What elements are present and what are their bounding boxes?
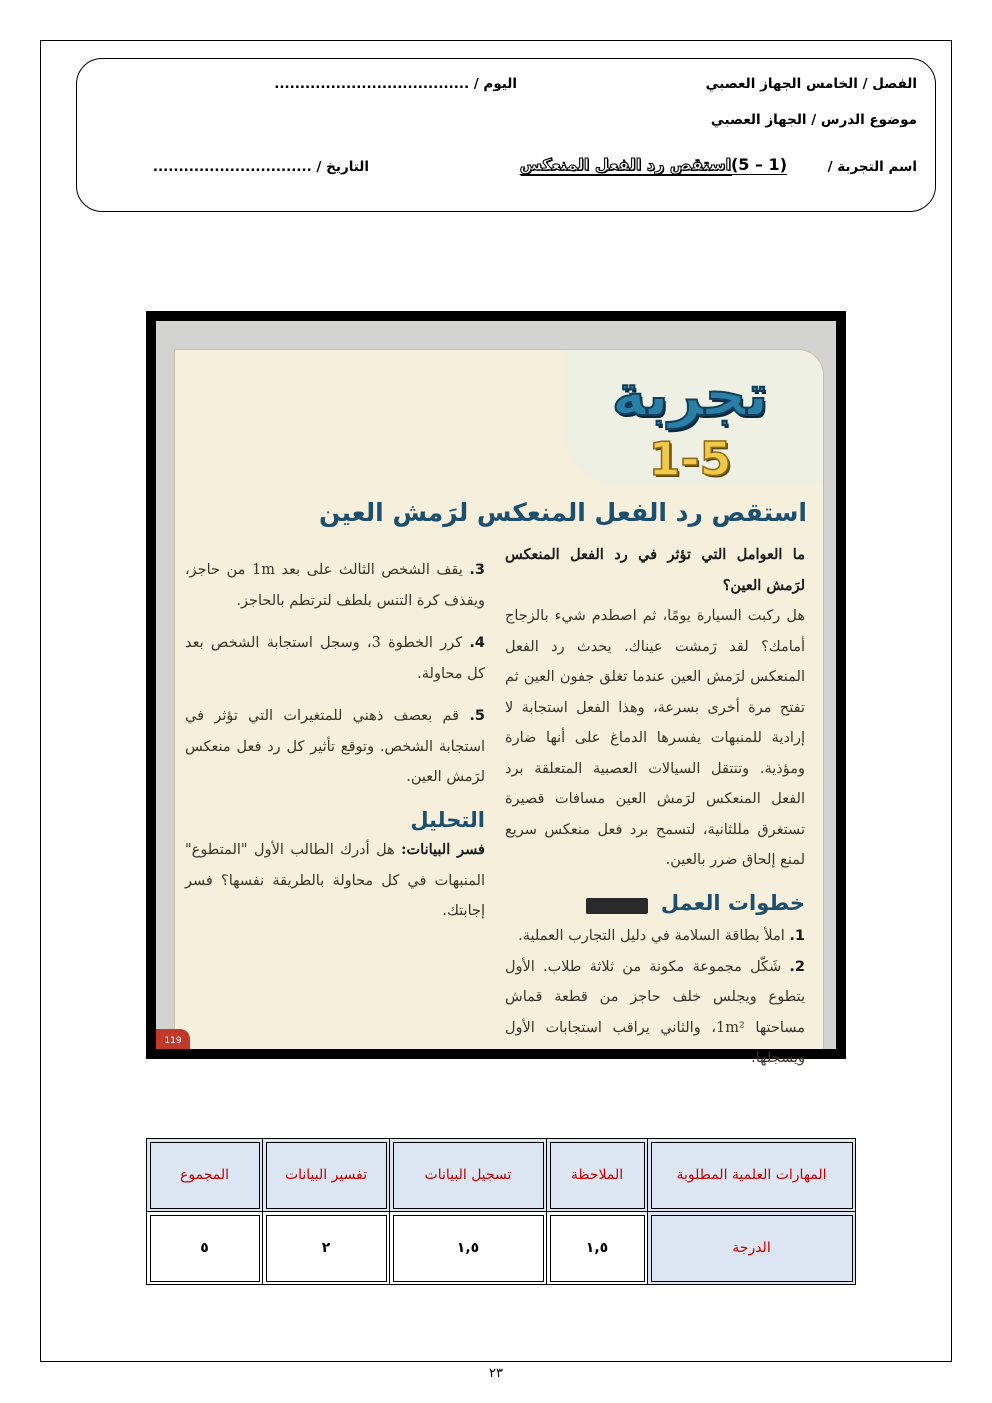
analysis-paragraph — [185, 835, 485, 927]
step-3 — [185, 555, 485, 616]
step-1-text: املأ بطاقة السلامة في دليل التجارب العملية. — [518, 928, 785, 944]
header-interpreting-data: تفسير البيانات — [263, 1139, 390, 1212]
analysis-text: هل أدرك الطالب الأول "المتطوع" المنبهات في كل محاولة بالطريقة نفسها؟ فسر إجابتك. — [185, 842, 485, 919]
day-line — [274, 76, 517, 92]
procedure-heading-line — [505, 888, 805, 922]
chapter-line — [706, 76, 917, 92]
experiment-badge — [585, 358, 795, 486]
header-observation: الملاحظة — [547, 1139, 648, 1212]
grading-table — [146, 1138, 856, 1285]
analysis-heading: التحليل — [410, 807, 485, 832]
step-4 — [185, 628, 485, 689]
header-total: المجموع — [147, 1139, 263, 1212]
textbook-page — [156, 321, 836, 1066]
experiment-heading: استقص رد الفعل المنعكس لرَمش العين — [318, 498, 807, 527]
column-left — [185, 555, 485, 927]
header-recording-data: تسجيل البيانات — [390, 1139, 547, 1212]
step-5 — [185, 701, 485, 793]
step-4-number: 4. — [469, 635, 486, 651]
grade-interpreting-data: ٢ — [263, 1212, 390, 1285]
lesson-line — [711, 112, 917, 128]
step-2-text: شَكّل مجموعة مكونة من ثلاثة طلاب. الأول يتطوع ويجلس خلف حاجز من قطعة قماش مساحتها 1m²، والثاني يراقب استجابات الأول ويسجلها. — [505, 958, 805, 1066]
procedure-heading: خطوات العمل — [660, 890, 805, 915]
grading-header-row — [147, 1139, 856, 1212]
textbook-image — [146, 311, 846, 1066]
grade-observation: ١,٥ — [547, 1212, 648, 1285]
lesson-value: الجهاز العصبي — [710, 112, 807, 128]
date-line — [153, 159, 369, 175]
grading-value-row — [147, 1212, 856, 1285]
step-5-number: 5. — [469, 708, 486, 724]
header-skills: المهارات العلمية المطلوبة — [648, 1139, 856, 1212]
step-4-text: كرر الخطوة 3، وسجل استجابة الشخص بعد كل محاولة. — [185, 635, 485, 682]
date-dots: ............................... — [152, 159, 312, 175]
safety-icons — [586, 898, 648, 914]
step-2-number: 2. — [789, 958, 805, 975]
chapter-label: الفصل / — [862, 76, 917, 92]
step-5-text: قم بعصف ذهني للمتغيرات التي تؤثر في استجابة الشخص. وتوقع تأثير كل رد فعل منعكس لرَمش العين. — [185, 708, 485, 785]
badge-number: 5-1 — [648, 432, 732, 486]
grade-recording-data: ١,٥ — [390, 1212, 547, 1285]
worksheet-header — [76, 58, 936, 212]
book-page-number: 119 — [156, 1029, 190, 1049]
textbook-panel — [174, 349, 824, 1066]
step-2 — [505, 952, 805, 1074]
day-dots: ...................................... — [274, 76, 470, 92]
step-3-text: يقف الشخص الثالث على بعد 1m من حاجز، ويقذف كرة التنس بلطف لترتطم بالحاجز. — [185, 562, 485, 609]
date-label: التاريخ / — [316, 159, 369, 175]
chapter-value: الخامس الجهاز العصبي — [705, 76, 858, 92]
row-label-grade: الدرجة — [648, 1212, 856, 1285]
experiment-label: اسم التجربة / — [827, 159, 917, 175]
day-label: اليوم / — [473, 76, 517, 92]
grade-total: ٥ — [147, 1212, 263, 1285]
experiment-title-line — [520, 155, 787, 174]
step-1-number: 1. — [789, 928, 805, 944]
intro-paragraph: هل ركبت السيارة يومًا، ثم اصطدم شيء بالزجاج أمامك؟ لقد رَمشت عيناك. يحدث رد الفعل المنعكس لرَمش العين عندما تغلق جفون العين ثم تفتح مرة أخرى بسرعة، وهذا الفعل استجابة لا إرادية للمنبهات يفسرها الدماغ على أنها ضارة ومؤذية. وتنتقل السيالات العصبية المتعلقة برد الفعل المنعكس لرَمش العين مسافات قصيرة تستغرق مللثانية، لتسمح برد فعل منعكس سريع لمنع إلحاق ضرر بالعين. — [505, 608, 805, 868]
experiment-number: (1 – 5) — [730, 155, 787, 174]
column-right — [505, 540, 805, 1074]
lesson-label: موضوع الدرس / — [811, 112, 917, 128]
analysis-term: فسر البيانات: — [401, 841, 485, 858]
step-3-number: 3. — [469, 562, 485, 578]
page-number: ٢٣ — [489, 1366, 503, 1381]
badge-word: تجربة — [611, 361, 769, 429]
experiment-title: استقص رد الفعل المنعكس — [519, 155, 731, 174]
step-1 — [505, 921, 805, 952]
guiding-question: ما العوامل التي تؤثر في رد الفعل المنعكس لرَمش العين؟ — [505, 546, 805, 594]
